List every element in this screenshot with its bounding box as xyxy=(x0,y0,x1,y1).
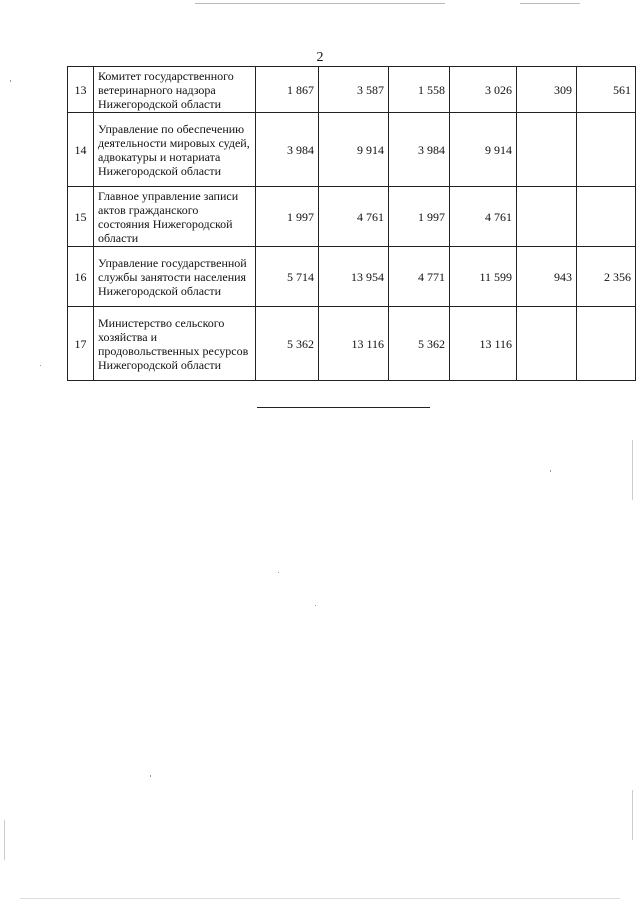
value-cell: 1 867 xyxy=(256,67,319,113)
data-table xyxy=(67,66,636,381)
value-cell: 5 362 xyxy=(256,307,319,381)
value-cell: 561 xyxy=(577,67,636,113)
table-row xyxy=(68,247,636,307)
value-cell: 4 761 xyxy=(450,187,517,247)
value-cell: 1 997 xyxy=(256,187,319,247)
scan-speck xyxy=(315,605,316,606)
value-cell: 4 771 xyxy=(389,247,450,307)
row-number: 15 xyxy=(68,187,94,247)
value-cell: 1 558 xyxy=(389,67,450,113)
scan-speck xyxy=(20,898,620,899)
value-cell: 4 761 xyxy=(319,187,389,247)
table-row xyxy=(68,67,636,113)
row-number: 13 xyxy=(68,67,94,113)
value-cell: 13 954 xyxy=(319,247,389,307)
scan-speck xyxy=(150,775,151,777)
value-cell: 943 xyxy=(517,247,577,307)
value-cell: 1 997 xyxy=(389,187,450,247)
organization-name: Управление государственной службы занятости населения Нижегородской области xyxy=(94,247,256,307)
value-cell: 3 984 xyxy=(389,113,450,187)
scan-edge-line xyxy=(520,3,580,4)
scan-speck xyxy=(632,790,633,840)
table-row xyxy=(68,113,636,187)
value-cell: 13 116 xyxy=(319,307,389,381)
value-cell xyxy=(517,307,577,381)
value-cell: 3 026 xyxy=(450,67,517,113)
value-cell: 309 xyxy=(517,67,577,113)
row-number: 17 xyxy=(68,307,94,381)
scan-speck xyxy=(278,572,279,573)
value-cell xyxy=(577,307,636,381)
organization-name: Комитет государственного ветеринарного надзора Нижегородской области xyxy=(94,67,256,113)
value-cell: 13 116 xyxy=(450,307,517,381)
value-cell: 5 714 xyxy=(256,247,319,307)
scan-edge-line xyxy=(195,3,445,4)
value-cell xyxy=(577,187,636,247)
value-cell: 9 914 xyxy=(450,113,517,187)
row-number: 14 xyxy=(68,113,94,187)
table-row xyxy=(68,187,636,247)
organization-name: Министерство сельского хозяйства и продовольственных ресурсов Нижегородской области xyxy=(94,307,256,381)
value-cell xyxy=(517,187,577,247)
row-number: 16 xyxy=(68,247,94,307)
value-cell xyxy=(517,113,577,187)
value-cell: 3 587 xyxy=(319,67,389,113)
scan-speck xyxy=(10,80,11,82)
scan-speck xyxy=(550,470,551,472)
organization-name: Главное управление записи актов гражданского состояния Нижегородской области xyxy=(94,187,256,247)
value-cell xyxy=(577,113,636,187)
value-cell: 9 914 xyxy=(319,113,389,187)
scan-speck xyxy=(632,440,633,500)
table-row xyxy=(68,307,636,381)
page-number: 2 xyxy=(316,50,324,65)
value-cell: 5 362 xyxy=(389,307,450,381)
end-rule xyxy=(257,407,430,408)
value-cell: 11 599 xyxy=(450,247,517,307)
value-cell: 3 984 xyxy=(256,113,319,187)
scan-speck xyxy=(40,365,41,366)
scan-speck xyxy=(4,820,5,860)
value-cell: 2 356 xyxy=(577,247,636,307)
organization-name: Управление по обеспечению деятельности мировых судей, адвокатуры и нотариата Нижегородской области xyxy=(94,113,256,187)
